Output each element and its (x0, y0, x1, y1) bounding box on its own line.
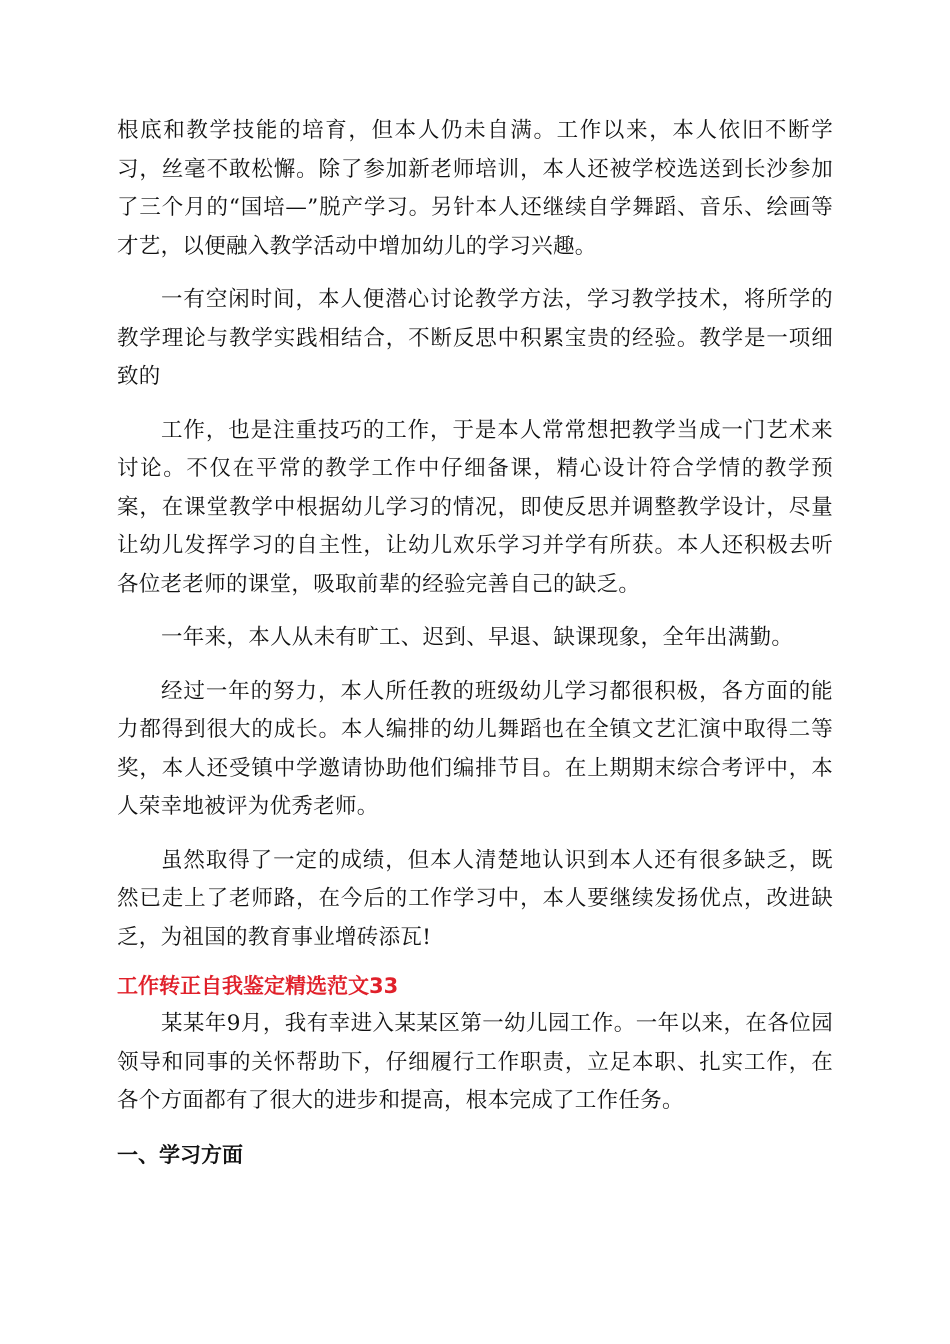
paragraph-1: 根底和教学技能的培育，但本人仍未自满。工作以来，本人依旧不断学习，丝毫不敢松懈。除了参加新老师培训，本人还被学校选送到长沙参加了三个月的“国培—”脱产学习。另针本人还继续自学舞蹈、音乐、绘画等才艺，以便融入教学活动中增加幼儿的学习兴趣。 (117, 118, 833, 259)
subheading-study: 一、学习方面 (117, 1142, 243, 1167)
section-paragraph: 某某年9月，我有幸进入某某区第一幼儿园工作。一年以来，在各位园领导和同事的关怀帮助下，仔细履行工作职责，立足本职、扎实工作，在各个方面都有了很大的进步和提高，根本完成了工作任务。 (117, 1011, 833, 1113)
paragraph-2: 一有空闲时间，本人便潜心讨论教学方法，学习教学技术，将所学的教学理论与教学实践相结合，不断反思中积累宝贵的经验。教学是一项细致的 (117, 287, 833, 389)
paragraph-3: 工作，也是注重技巧的工作，于是本人常常想把教学当成一门艺术来讨论。不仅在平常的教学工作中仔细备课，精心设计符合学情的教学预案，在课堂教学中根据幼儿学习的情况，即使反思并调整教学设计，尽量让幼儿发挥学习的自主性，让幼儿欢乐学习并学有所获。本人还积极去听各位老老师的课堂，吸取前辈的经验完善自己的缺乏。 (117, 417, 833, 597)
section-title: 工作转正自我鉴定精选范文33 (117, 974, 399, 998)
paragraph-5: 经过一年的努力，本人所任教的班级幼儿学习都很积极，各方面的能力都得到很大的成长。本人编排的幼儿舞蹈也在全镇文艺汇演中取得二等奖，本人还受镇中学邀请协助他们编排节目。在上期期末综合考评中，本人荣幸地被评为优秀老师。 (117, 678, 833, 819)
paragraph-6: 虽然取得了一定的成绩，但本人清楚地认识到本人还有很多缺乏，既然已走上了老师路，在今后的工作学习中，本人要继续发扬优点，改进缺乏，为祖国的教育事业增砖添瓦! (117, 847, 833, 950)
document-page (117, 112, 833, 1174)
paragraph-4: 一年来，本人从未有旷工、迟到、早退、缺课现象，全年出满勤。 (161, 625, 794, 650)
